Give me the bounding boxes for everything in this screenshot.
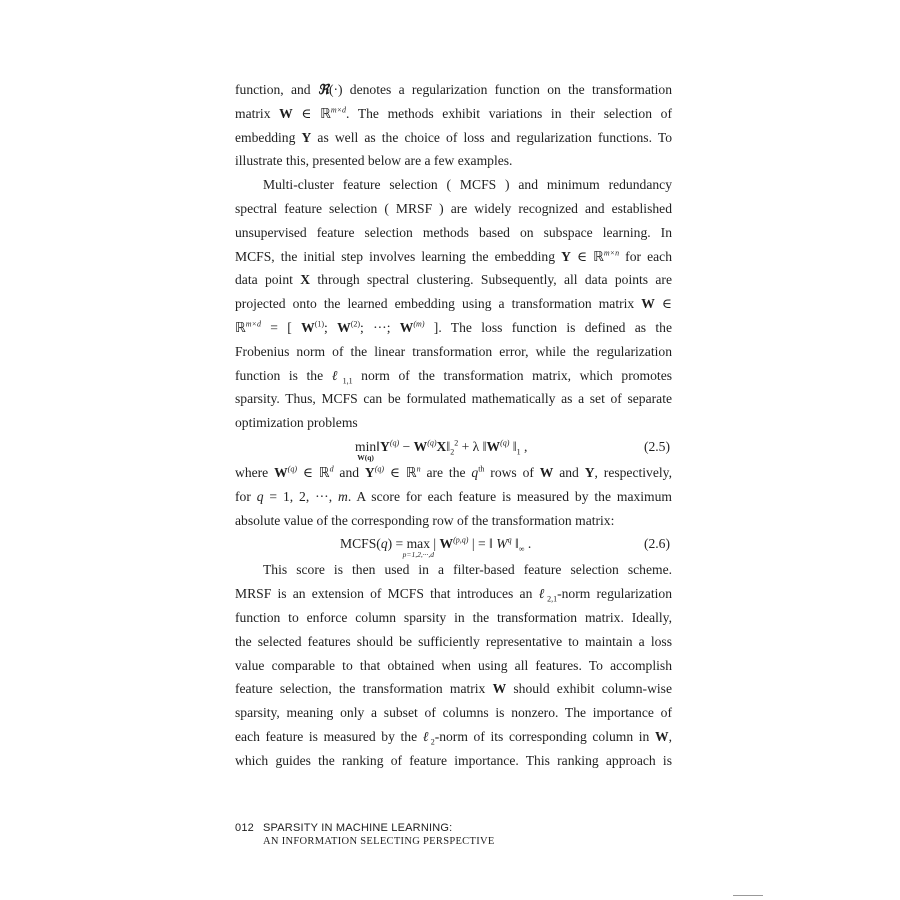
text-line: function, and ℜ(·) denotes a regularization function on the transformation <box>235 82 672 98</box>
max-operator: max p=1,2,···,d <box>402 536 434 560</box>
running-title <box>235 821 495 835</box>
text-line: matrix W ∈ ℝ$^{m\times d}$. The methods exhibit variations in their selection of <box>235 105 672 122</box>
min-operator: min W(q) <box>355 438 377 462</box>
equation-number: (2.6) <box>643 536 670 552</box>
text-line: data point X through spectral clustering. Subsequently, all data points are <box>235 272 672 288</box>
text-line: This score is then used in a filter-based feature selection scheme. <box>263 562 672 578</box>
text-line: sparsity, meaning only a subset of columns is nonzero. The importance of <box>235 705 672 721</box>
book-title: SPARSITY IN MACHINE LEARNING: <box>263 822 453 834</box>
equation-2-6 <box>235 532 672 558</box>
text-line: spectral feature selection ( MRSF ) are widely recognized and established <box>235 200 672 216</box>
paragraph-4 <box>235 558 672 772</box>
equation-number: (2.5) <box>643 438 670 454</box>
text-line: feature selection, the transformation matrix W should exhibit column-wise <box>235 681 672 697</box>
text-line: absolute value of the corresponding row of the transformation matrix: <box>235 512 615 528</box>
paragraph-2 <box>235 173 672 435</box>
page-body <box>235 78 672 773</box>
text-line: Frobenius norm of the linear transformation error, while the regularization <box>235 343 672 359</box>
paragraph-1 <box>235 78 672 173</box>
text-line: which guides the ranking of feature importance. This ranking approach is <box>235 752 672 768</box>
text-line: for q = 1, 2, ···, m. A score for each feature is measured by the maximum <box>235 488 672 504</box>
equation-body: MCFS(q) = max p=1,2,···,d | W$^{(p,q)}$ | = ‖ $W^q$ $‖_\infty$ . <box>340 535 532 560</box>
text-line: unsupervised feature selection methods based on subspace learning. In <box>235 224 672 240</box>
text-line: sparsity. Thus, MCFS can be formulated mathematically as a set of separate <box>235 391 672 407</box>
text-line: optimization problems <box>235 415 358 431</box>
equation-body: min W(q) $‖Y^{(q)}$ − $W^{(q)}X‖_2^2 + \lambda$ $‖W^{(q)}$ $‖_1$ , <box>355 438 528 462</box>
text-line: projected onto the learned embedding using a transformation matrix W ∈ <box>235 296 672 312</box>
text-line: where $W^{(q)}$ ∈ ℝ$^d$ and $Y^{(q)}$ ∈ ℝ$^n$ are the $q^{th}$ rows of W and Y, respectively, <box>235 464 672 481</box>
text-line: MCFS, the initial step involves learning the embedding Y ∈ ℝ$^{m\times n}$ for each <box>235 248 672 265</box>
text-line: function is the ℓ$_{1,1}$ norm of the transformation matrix, which promotes <box>235 367 673 386</box>
text-line: ℝ$^{m\times d}$ = [ $W^{(1)}$; $W^{(2)}$; ···; $W^{(m)}$ ]. The loss function is defined as the <box>235 319 673 336</box>
text-line: function to enforce column sparsity in the transformation matrix. Ideally, <box>235 609 672 625</box>
edge-mark <box>733 895 763 896</box>
book-subtitle: AN INFORMATION SELECTING PERSPECTIVE <box>263 836 495 847</box>
text-line: illustrate this, presented below are a few examples. <box>235 153 513 169</box>
text-line: MRSF is an extension of MCFS that introduces an ℓ$_{2,1}$-norm regularization <box>235 586 672 604</box>
equation-2-5 <box>235 435 672 461</box>
text-line: Multi-cluster feature selection ( MCFS ) and minimum redundancy <box>263 177 672 193</box>
text-line: the selected features should be sufficiently representative to maintain a loss <box>235 633 672 649</box>
text-line: embedding Y as well as the choice of loss and regularization functions. To <box>235 129 672 145</box>
text-line: value comparable to that obtained when using all features. To accomplish <box>235 657 672 673</box>
page-number: 012 <box>235 822 254 834</box>
text-line: each feature is measured by the ℓ$_2$-norm of its corresponding column in W, <box>235 728 672 747</box>
paragraph-3 <box>235 461 672 532</box>
page-footer <box>235 821 495 849</box>
